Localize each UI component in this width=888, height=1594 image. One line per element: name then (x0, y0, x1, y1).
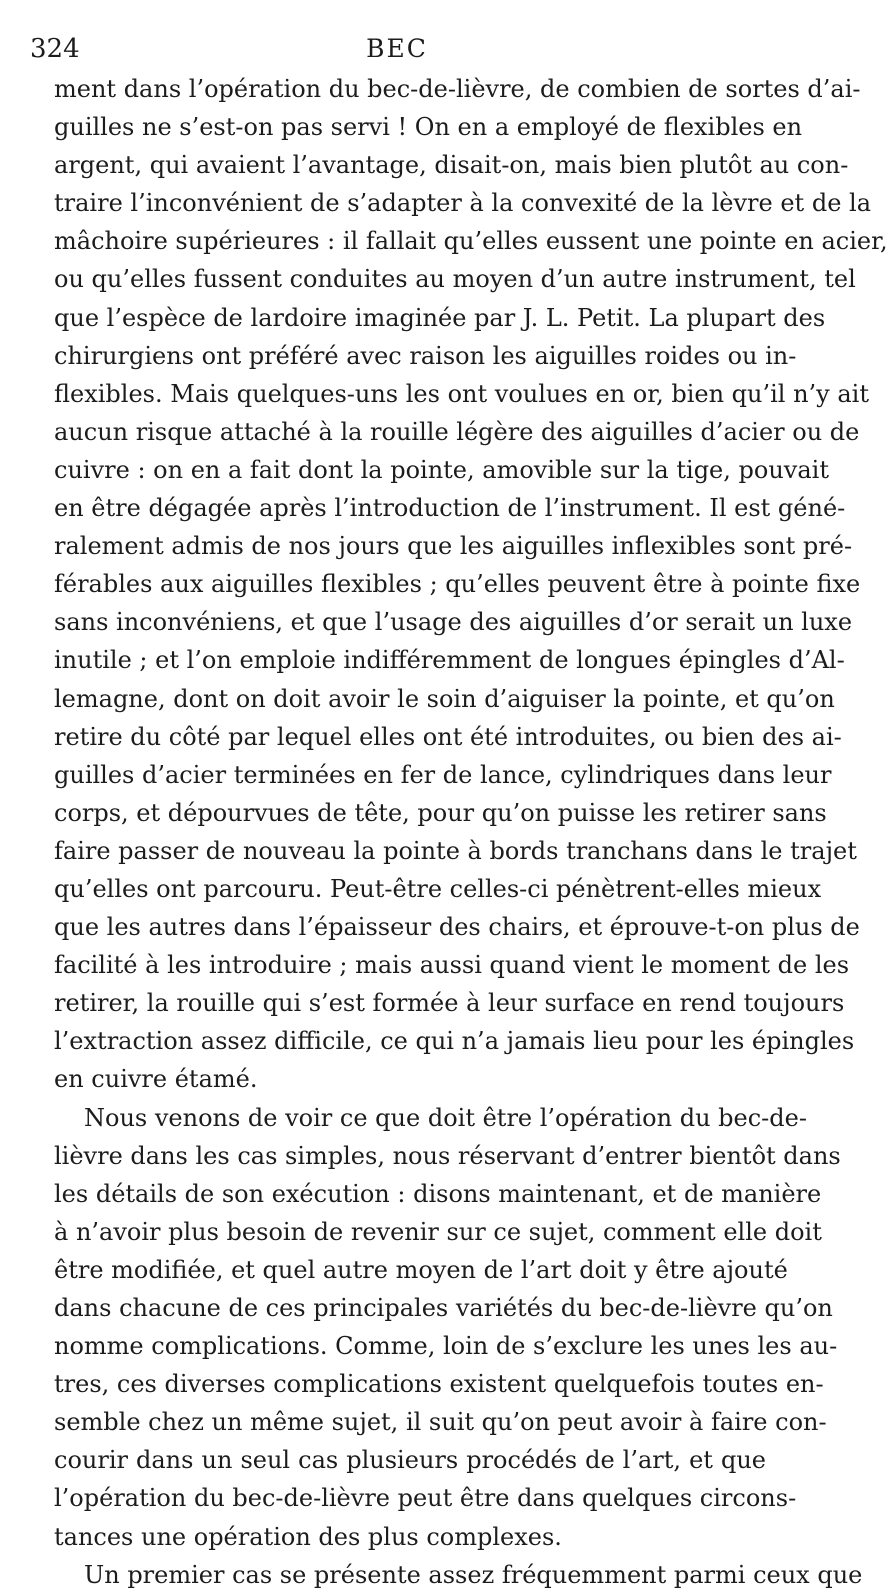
text-line: tances une opération des plus complexes. (54, 1522, 562, 1551)
text-line: l’opération du bec-de-lièvre peut être dans quelques circons- (54, 1484, 797, 1513)
text-line: retire du côté par lequel elles ont été introduites, ou bien des ai- (54, 722, 842, 751)
text-line: cuivre : on en a fait dont la pointe, amovible sur la tige, pouvait (54, 455, 829, 484)
text-line: qu’elles ont parcouru. Peut-être celles-ci pénètrent-elles mieux (54, 874, 822, 903)
text-line: lemagne, dont on doit avoir le soin d’aiguiser la pointe, et qu’on (54, 684, 835, 713)
text-line: courir dans un seul cas plusieurs procédés de l’art, et que (54, 1446, 766, 1475)
text-line: que l’espèce de lardoire imaginée par J. L. Petit. La plupart des (54, 303, 826, 332)
text-line: en être dégagée après l’introduction de l’instrument. Il est géné- (54, 494, 846, 523)
page-header (30, 34, 764, 74)
text-line: tres, ces diverses complications existent quelquefois toutes en- (54, 1370, 824, 1399)
text-line: en cuivre étamé. (54, 1065, 258, 1094)
text-line: que les autres dans l’épaisseur des chairs, et éprouve-t-on plus de (54, 913, 860, 942)
text-line: ment dans l’opération du bec-de-lièvre, de combien de sortes d’ai- (54, 75, 861, 103)
text-line: à n’avoir plus besoin de revenir sur ce sujet, comment elle doit (54, 1217, 822, 1246)
text-line: flexibles. Mais quelques-uns les ont voulues en or, bien qu’il n’y ait (54, 379, 869, 408)
text-line: aucun risque attaché à la rouille légère des aiguilles d’acier ou de (54, 417, 860, 446)
text-line: faire passer de nouveau la pointe à bords tranchans dans le trajet (54, 836, 857, 865)
text-line: chirurgiens ont préféré avec raison les aiguilles roides ou in- (54, 341, 797, 370)
text-line: guilles d’acier terminées en fer de lance, cylindriques dans leur (54, 760, 832, 789)
text-line: guilles ne s’est-on pas servi ! On en a employé de flexibles en (54, 113, 803, 142)
text-line: nomme complications. Comme, loin de s’exclure les unes les au- (54, 1332, 838, 1361)
text-line: les détails de son exécution : disons maintenant, et de manière (54, 1179, 822, 1208)
text-line: sans inconvéniens, et que l’usage des aiguilles d’or serait un luxe (54, 608, 853, 637)
text-line: l’extraction assez difficile, ce qui n’a jamais lieu pour les épingles (54, 1027, 855, 1056)
text-line: être modifiée, et quel autre moyen de l’art doit y être ajouté (54, 1255, 788, 1284)
page-number: 324 (30, 34, 80, 64)
text-line: semble chez un même sujet, il suit qu’on peut avoir à faire con- (54, 1408, 827, 1437)
text-line: mâchoire supérieures : il fallait qu’elles eussent une pointe en acier, (54, 227, 888, 256)
text-line: férables aux aiguilles flexibles ; qu’elles peuvent être à pointe fixe (54, 570, 861, 599)
text-line: corps, et dépourvues de tête, pour qu’on puisse les retirer sans (54, 798, 827, 827)
text-line: lièvre dans les cas simples, nous réservant d’entrer bientôt dans (54, 1141, 841, 1170)
text-line: facilité à les introduire ; mais aussi quand vient le moment de les (54, 951, 850, 980)
text-line: retirer, la rouille qui s’est formée à leur surface en rend toujours (54, 989, 845, 1018)
text-line: Un premier cas se présente assez fréquemment parmi ceux que (84, 1560, 863, 1589)
text-line: traire l’inconvénient de s’adapter à la convexité de la lèvre et de la (54, 189, 872, 218)
running-head: BEC (366, 34, 428, 63)
text-line: ou qu’elles fussent conduites au moyen d’un autre instrument, tel (54, 265, 856, 294)
text-line: Nous venons de voir ce que doit être l’opération du bec-de- (84, 1103, 807, 1132)
text-line: inutile ; et l’on emploie indifféremment de longues épingles d’Al- (54, 646, 845, 675)
page-body (54, 70, 888, 1594)
text-line: argent, qui avaient l’avantage, disait-on, mais bien plutôt au con- (54, 151, 849, 180)
text-line: ralement admis de nos jours que les aiguilles inflexibles sont pré- (54, 532, 853, 561)
text-line: dans chacune de ces principales variétés du bec-de-lièvre qu’on (54, 1294, 833, 1322)
